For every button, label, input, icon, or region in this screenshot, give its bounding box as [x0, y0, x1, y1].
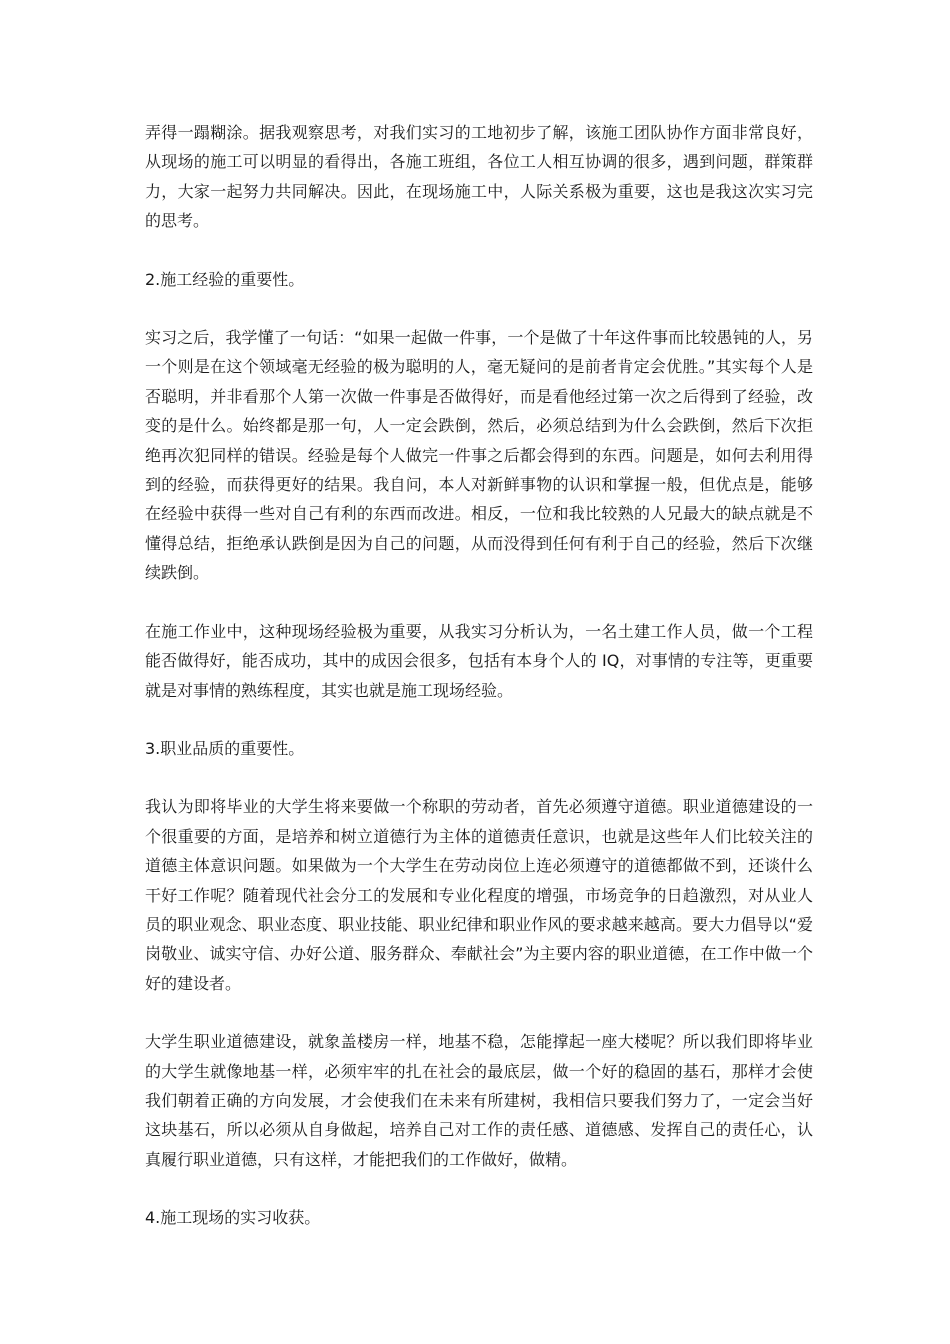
paragraph-foundation-metaphor: 大学生职业道德建设，就象盖楼房一样，地基不稳，怎能撑起一座大楼呢？所以我们即将毕业的大学生就像地基一样，必须牢牢的扎在社会的最底层，做一个好的稳固的基石，那样才会使我们朝着正确的方向发展，才会使我们在未来有所建树，我相信只要我们努力了，一定会当好这块基石，所以必须从自身做起，培养自己对工作的责任感、道德感、发挥自己的责任心，认真履行职业道德，只有这样，才能把我们的工作做好，做精。 — [145, 1032, 813, 1169]
section-heading-experience: 2.施工经验的重要性。 — [145, 269, 305, 289]
paragraph-experience: 实习之后，我学懂了一句话：“如果一起做一件事，一个是做了十年这件事而比较愚钝的人，另一个则是在这个领域毫无经验的极为聪明的人，毫无疑问的是前者肯定会优胜。”其实每个人是否聪明，并非看那个人第一次做一件事是否做得好，而是看他经过第一次之后得到了经验，改变的是什么。始终都是那一句，人一定会跌倒，然后，必须总结到为什么会跌倒，然后下次拒绝再次犯同样的错误。经验是每个人做完一件事之后都会得到的东西。问题是，如何去利用得到的经验，而获得更好的结果。我自问，本人对新鲜事物的认识和掌握一般，但优点是，能够在经验中获得一些对自己有利的东西而改进。相反，一位和我比较熟的人兄最大的缺点就是不懂得总结，拒绝承认跌倒是因为自己的问题，从而没得到任何有利于自己的经验，然后下次继续跌倒。 — [145, 328, 813, 583]
section-heading-internship-gains: 4.施工现场的实习收获。 — [145, 1208, 321, 1228]
document-body — [145, 118, 813, 1262]
section-heading-professional-quality: 3.职业品质的重要性。 — [145, 738, 305, 758]
paragraph-site-experience: 在施工作业中，这种现场经验极为重要，从我实习分析认为，一名土建工作人员，做一个工程能否做得好，能否成功，其中的成因会很多，包括有本身个人的 IQ，对事情的专注等，更重要就是对事情的熟练程度，其实也就是施工现场经验。 — [145, 621, 813, 700]
paragraph-professional-ethics: 我认为即将毕业的大学生将来要做一个称职的劳动者，首先必须遵守道德。职业道德建设的一个很重要的方面，是培养和树立道德行为主体的道德责任意识，也就是这些年人们比较关注的道德主体意识问题。如果做为一个大学生在劳动岗位上连必须遵守的道德都做不到，还谈什么干好工作呢？随着现代社会分工的发展和专业化程度的增强，市场竞争的日趋激烈，对从业人员的职业观念、职业态度、职业技能、职业纪律和职业作风的要求越来越高。要大力倡导以“爱岗敬业、诚实守信、办好公道、服务群众、奉献社会”为主要内容的职业道德，在工作中做一个好的建设者。 — [145, 797, 813, 993]
paragraph-teamwork: 弄得一蹋糊涂。据我观察思考，对我们实习的工地初步了解，该施工团队协作方面非常良好，从现场的施工可以明显的看得出，各施工班组，各位工人相互协调的很多，遇到问题，群策群力，大家一起努力共同解决。因此，在现场施工中，人际关系极为重要，这也是我这次实习完的思考。 — [145, 123, 813, 231]
